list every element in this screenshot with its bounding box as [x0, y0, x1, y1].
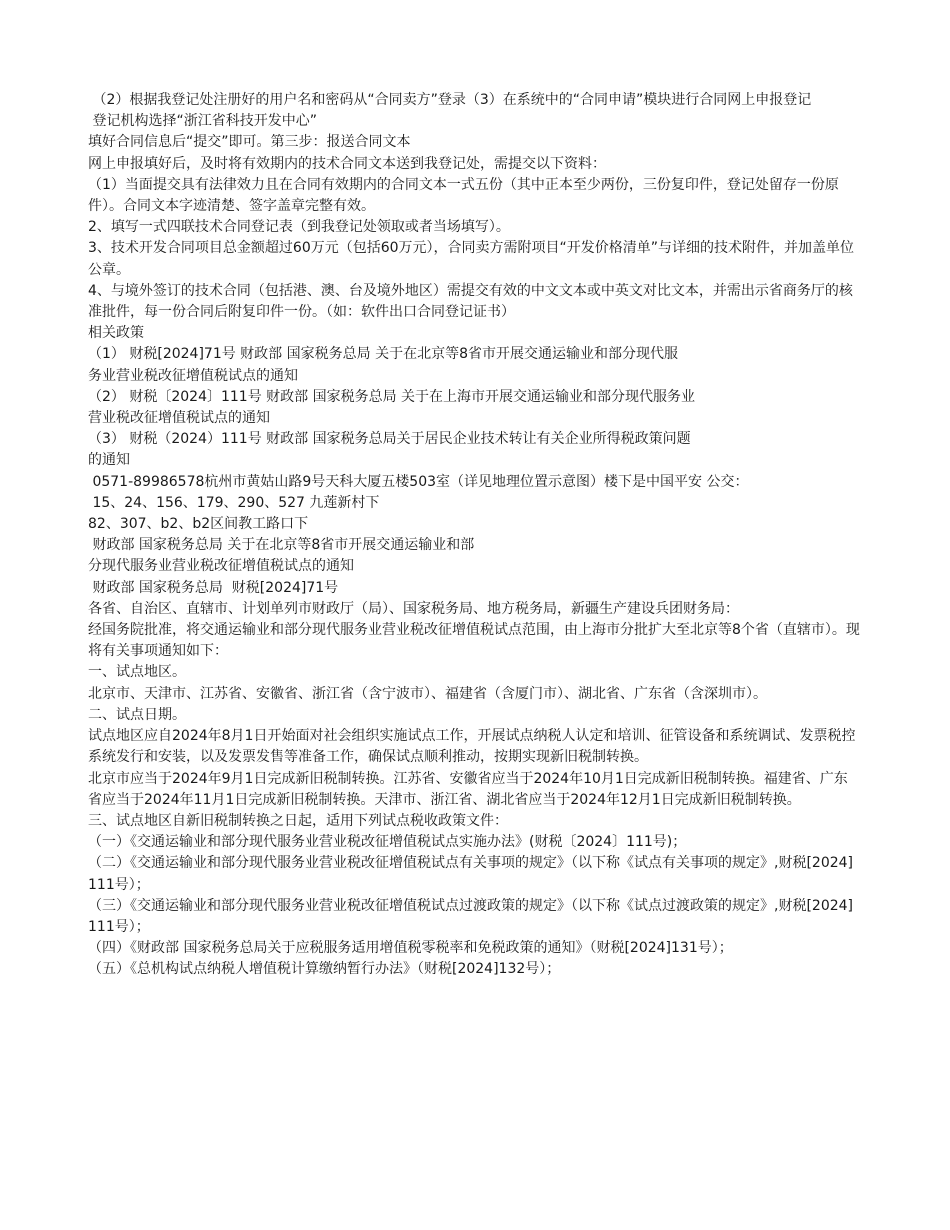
text-line: 登记机构选择“浙江省科技开发中心”: [88, 113, 317, 130]
text-line: （五）《总机构试点纳税人增值税计算缴纳暂行办法》（财税[2024]132号）；: [88, 961, 561, 978]
text-line: （2） 财税〔2024〕111号 财政部 国家税务总局 关于在上海市开展交通运输业和部分现代服务业: [88, 388, 696, 405]
document-body: [88, 90, 860, 981]
text-line: 务业营业税改征增值税试点的通知: [88, 367, 298, 384]
text-line: 的通知: [88, 452, 130, 469]
text-line: 北京市应当于2024年9月1日完成新旧税制转换。江苏省、安徽省应当于2024年10月1日完成新旧税制转换。福建省、广东省应当于2024年11月1日完成新旧税制转换。天津市、浙江省、湖北省应当于2024年12月1日完成新旧税制转换。: [88, 770, 848, 808]
text-line: 82、307、b2、b2区间教工路口下: [88, 516, 309, 533]
text-line: （一）《交通运输业和部分现代服务业营业税改征增值税试点实施办法》(财税〔2024〕111号)；: [88, 834, 687, 851]
text-line: 试点地区应自2024年8月1日开始面对社会组织实施试点工作，开展试点纳税人认定和培训、征管设备和系统调试、发票税控系统发行和安装，以及发票发售等准备工作，确保试点顺利推动，按期实现新旧税制转换。: [88, 728, 856, 766]
text-line: 分现代服务业营业税改征增值税试点的通知: [88, 558, 354, 575]
text-line: 3、技术开发合同项目总金额超过60万元（包括60万元），合同卖方需附项目“开发价格清单”与详细的技术附件，并加盖单位公章。: [88, 240, 855, 278]
text-line: 2、填写一式四联技术合同登记表（到我登记处领取或者当场填写）。: [88, 219, 510, 236]
text-line: （二）《交通运输业和部分现代服务业营业税改征增值税试点有关事项的规定》（以下称《试点有关事项的规定》,财税[2024]111号）；: [88, 855, 853, 893]
text-line: 财政部 国家税务总局 关于在北京等8省市开展交通运输业和部: [88, 537, 475, 554]
text-line: 填好合同信息后“提交”即可。第三步：报送合同文本: [88, 134, 411, 151]
text-line: 15、24、156、179、290、527 九莲新村下: [88, 494, 380, 511]
text-line: 4、与境外签订的技术合同（包括港、澳、台及境外地区）需提交有效的中文文本或中英文对比文本，并需出示省商务厅的核准批件，每一份合同后附复印件一份。（如：软件出口合同登记证书）: [88, 282, 853, 321]
text-line: 网上申报填好后，及时将有效期内的技术合同文本送到我登记处，需提交以下资料：: [88, 155, 606, 172]
section-heading: 相关政策: [88, 325, 144, 342]
text-line: （3） 财税（2024）111号 财政部 国家税务总局关于居民企业技术转让有关企业所得税政策问题: [88, 431, 691, 448]
text-line: 营业税改征增值税试点的通知: [88, 410, 270, 427]
text-line: （三）《交通运输业和部分现代服务业营业税改征增值税试点过渡政策的规定》（以下称《试点过渡政策的规定》,财税[2024]111号）；: [88, 897, 853, 935]
text-line: 0571-89986578杭州市黄姑山路9号天科大厦五楼503室（详见地理位置示意图）楼下是中国平安 公交：: [88, 473, 749, 490]
text-line: 财政部 国家税务总局 财税[2024]71号: [88, 579, 339, 596]
text-line: （2）根据我登记处注册好的用户名和密码从“合同卖方”登录（3）在系统中的“合同申请”模块进行合同网上申报登记: [88, 92, 812, 108]
text-line: 各省、自治区、直辖市、计划单列市财政厅（局）、国家税务局、地方税务局，新疆生产建设兵团财务局：: [88, 600, 739, 617]
text-line: 经国务院批准，将交通运输业和部分现代服务业营业税改征增值税试点范围，由上海市分批扩大至北京等8个省（直辖市）。现将有关事项通知如下：: [88, 622, 860, 660]
section-heading: 二、试点日期。: [88, 706, 186, 723]
text-line: 北京市、天津市、江苏省、安徽省、浙江省（含宁波市）、福建省（含厦门市）、湖北省、广东省（含深圳市）。: [88, 685, 767, 702]
section-heading: 一、试点地区。: [88, 664, 186, 681]
text-line: （1） 财税[2024]71号 财政部 国家税务总局 关于在北京等8省市开展交通运输业和部分现代服: [88, 346, 678, 363]
section-heading: 三、试点地区自新旧税制转换之日起，适用下列试点税收政策文件：: [88, 812, 508, 829]
text-line: （四）《财政部 国家税务总局关于应税服务适用增值税零税率和免税政策的通知》（财税[2024]131号）；: [88, 940, 733, 957]
text-line: （1）当面提交具有法律效力且在合同有效期内的合同文本一式五份（其中正本至少两份，三份复印件，登记处留存一份原件）。合同文本字迹清楚、签字盖章完整有效。: [88, 176, 839, 215]
